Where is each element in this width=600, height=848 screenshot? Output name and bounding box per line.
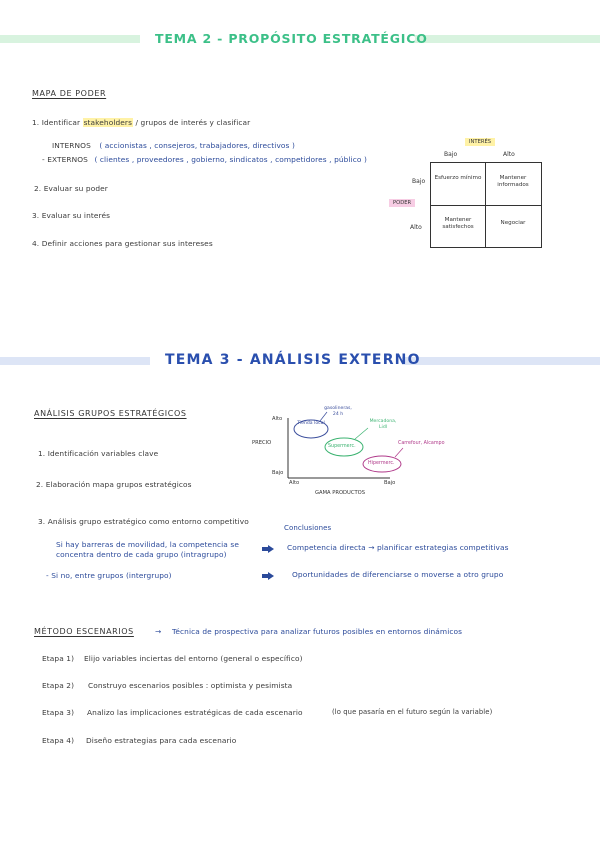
etapa2-label: Etapa 2)	[42, 681, 75, 690]
annotation-carrefour: Carrefour, Alcampo	[398, 441, 445, 446]
conclusion-2: Oportunidades de diferenciarse o moverse a otro grupo	[292, 570, 504, 579]
tema3-title: TEMA 3 - ANÁLISIS EXTERNO	[165, 352, 421, 368]
conclusion-1: Competencia directa → planificar estrategias competitivas	[287, 543, 509, 552]
conclusiones-label: Conclusiones	[284, 524, 332, 532]
arrow-2-icon	[268, 572, 274, 580]
map-y-bajo: Bajo	[272, 470, 284, 476]
matrix-row-alto: Alto	[410, 224, 422, 231]
group-label-tienda: Tienda local	[297, 421, 325, 426]
tema2-title: TEMA 2 - PROPÓSITO ESTRATÉGICO	[155, 31, 428, 46]
grupos-step2: 2. Elaboración mapa grupos estratégicos	[36, 480, 192, 489]
etapa3-label: Etapa 3)	[42, 708, 75, 717]
tema3-band-left	[0, 357, 150, 365]
map-y-label: PRECIO	[252, 440, 272, 446]
group-label-supermercado: Supermerc.	[328, 444, 356, 449]
cell-mantener-informados: Mantener informados	[497, 175, 529, 188]
mapa-poder-title: MAPA DE PODER	[32, 89, 107, 98]
escenarios-title: MÉTODO ESCENARIOS	[34, 627, 134, 636]
matrix-row-bajo: Bajo	[412, 178, 426, 185]
etapa1-label: Etapa 1)	[42, 654, 75, 663]
internos-label: INTERNOS	[52, 141, 91, 150]
map-y-alto: Alto	[272, 416, 283, 422]
step1-post: / grupos de interés y clasificar	[135, 118, 251, 127]
etapa3-note: (lo que pasaría en el futuro según la variable)	[332, 708, 493, 716]
step1-pre: 1. Identificar	[32, 118, 81, 127]
grupos-title: ANÁLISIS GRUPOS ESTRATÉGICOS	[34, 409, 187, 418]
interes-label: INTERÉS	[465, 138, 495, 146]
etapa2-text: Construyo escenarios posibles : optimista y pesimista	[88, 681, 293, 690]
step3: 3. Evaluar su interés	[32, 211, 111, 220]
cell-negociar: Negociar	[500, 220, 526, 226]
etapa3-text: Analizo las implicaciones estratégicas de cada escenario	[87, 708, 303, 717]
arrow-1-icon	[268, 545, 274, 553]
etapa4-label: Etapa 4)	[42, 736, 75, 745]
grupos-step1: 1. Identificación variables clave	[38, 449, 159, 458]
map-x-label: GAMA PRODUCTOS	[315, 490, 366, 496]
annotation-gasolineras: gasolineras, 24 h	[324, 406, 352, 417]
poder-label: PODER	[389, 199, 415, 207]
etapa1-text: Elijo variables inciertas del entorno (general o específico)	[84, 654, 303, 663]
escenarios-arrow-icon: →	[155, 627, 162, 636]
matrix-col-bajo: Bajo	[444, 151, 458, 158]
map-x-bajo: Bajo	[384, 480, 396, 486]
grupos-step3: 3. Análisis grupo estratégico como entorno competitivo	[38, 517, 249, 526]
step4: 4. Definir acciones para gestionar sus intereses	[32, 239, 213, 248]
annotation-line-3	[395, 448, 403, 457]
internos-line	[52, 141, 295, 150]
sub2-line: - Si no, entre grupos (intergrupo)	[46, 571, 172, 580]
tema3-band-right	[402, 357, 600, 365]
etapa4-text: Diseño estrategias para cada escenario	[86, 736, 237, 745]
step1-line	[32, 118, 250, 127]
header-band-right	[415, 35, 600, 43]
externos-detail: ( clientes , proveedores , gobierno, sindicatos , competidores , público )	[94, 155, 367, 164]
header-band-left	[0, 35, 140, 43]
externos-label: - EXTERNOS	[42, 155, 88, 164]
sub1-line-a: Si hay barreras de movilidad, la competencia se	[56, 540, 239, 549]
annotation-mercadona: Mercadona, Lidl	[369, 419, 397, 430]
matrix-col-alto: Alto	[503, 151, 515, 158]
step2: 2. Evaluar su poder	[34, 184, 108, 193]
internos-detail: ( accionistas , consejeros, trabajadores, directivos )	[99, 141, 295, 150]
externos-line	[42, 155, 367, 164]
cell-mantener-satisfechos: Mantener satisfechos	[442, 217, 474, 230]
power-interest-matrix	[430, 162, 542, 248]
group-label-hipermercado: Hipermerc.	[368, 461, 395, 466]
map-x-alto: Alto	[289, 480, 300, 486]
stakeholders-highlight: stakeholders	[83, 118, 133, 127]
sub1-line-b: concentra dentro de cada grupo (intragrupo)	[56, 550, 227, 559]
cell-esfuerzo-minimo: Esfuerzo mínimo	[434, 175, 482, 181]
escenarios-definition: Técnica de prospectiva para analizar futuros posibles en entornos dinámicos	[172, 627, 463, 636]
